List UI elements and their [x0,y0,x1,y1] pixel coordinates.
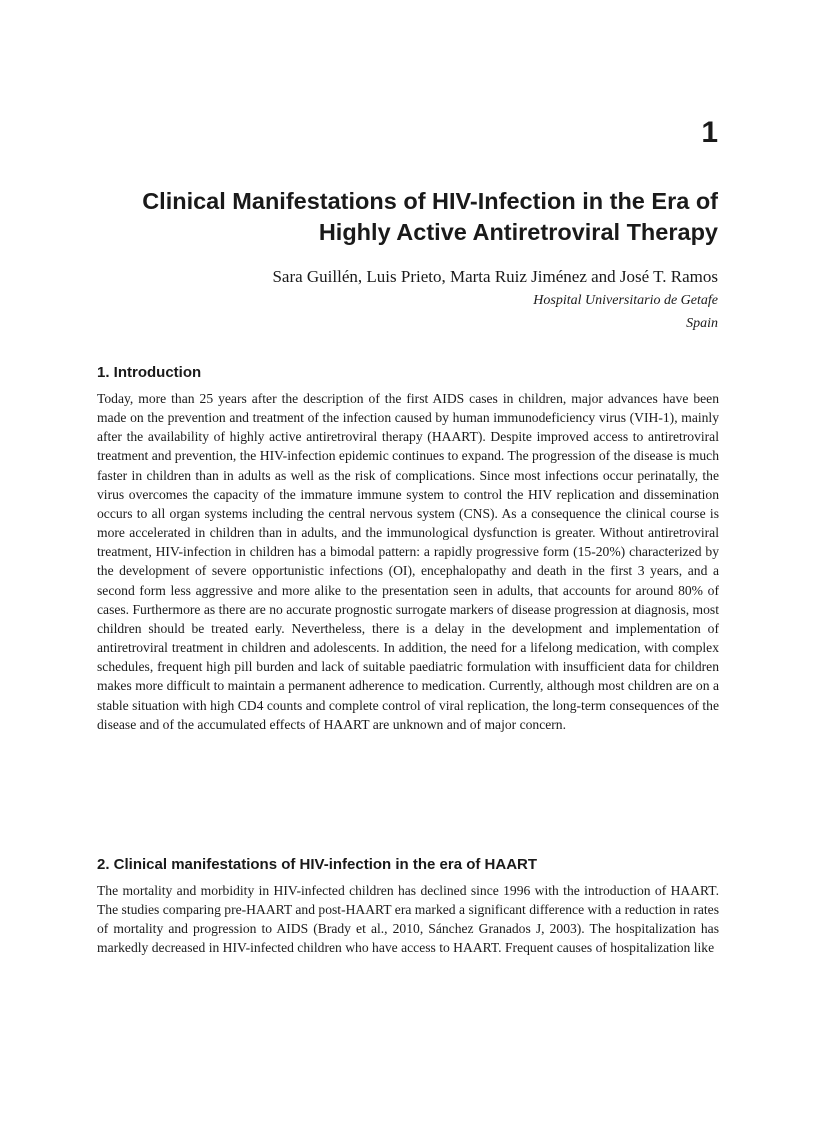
affiliation: Hospital Universitario de Getafe [533,293,718,308]
author-list: Sara Guillén, Luis Prieto, Marta Ruiz Jiménez and José T. Ramos [272,267,718,286]
chapter-number: 1 [701,116,718,149]
chapter-title: Clinical Manifestations of HIV-Infection in the Era of Highly Active Antiretroviral Therapy [142,188,718,245]
section-paragraph-clinical-manifestations: The mortality and morbidity in HIV-infected children has declined since 1996 with the introduction of HAART. The studies comparing pre-HAART and post-HAART era marked a significant difference with a reduction in rates of mortality and progression to AIDS (Brady et al., 2010, Sánchez Granados J, 2003). The hospitalization has markedly decreased in HIV-infected children who have access to HAART. Frequent causes of hospitalization like [97,883,719,956]
section-heading-introduction: 1. Introduction [97,364,202,381]
section-paragraph-introduction: Today, more than 25 years after the description of the first AIDS cases in children, major advances have been made on the prevention and treatment of the infection caused by human immunodeficiency virus (VIH-1), mainly after the availability of highly active antiretroviral therapy (HAART). Despite improved access to antiretroviral treatment and prevention, the HIV-infection epidemic continues to expand. The progression of the disease is much faster in children than in adults as well as the risk of complications. Since most infections occur perinatally, the virus overcomes the capacity of the immature immune system to control the HIV replication and dissemination occurs to all organ systems including the central nervous system (CNS). As a consequence the clinical course is more accelerated in children than in adults, and the immunological dysfunction is greater. Without antiretroviral treatment, HIV-infection in children has a bimodal pattern: a rapidly progressive form (15-20%) characterized by the development of severe opportunistic infections (OI), encephalopathy and death in the first 3 years, and a second form less aggressive and more alike to the presentation seen in adults, that accounts for around 80% of cases. Furthermore as there are no accurate prognostic surrogate markers of disease progression at diagnosis, most children should be treated early. Nevertheless, there is a delay in the development and implementation of antiretroviral treatment in children and adolescents. In addition, the need for a lifelong medication, with complex schedules, frequent high pill burden and lack of suitable paediatric formulation with insufficient data for children makes more difficult to maintain a permanent adherence to medication. Currently, although most children are on a stable situation with high CD4 counts and complete control of viral replication, the long-term consequences of the disease and of the accumulated effects of HAART are unknown and of major concern. [97,391,719,732]
section-heading-clinical-manifestations: 2. Clinical manifestations of HIV-infection in the era of HAART [97,856,538,873]
affiliation-country: Spain [686,316,718,331]
